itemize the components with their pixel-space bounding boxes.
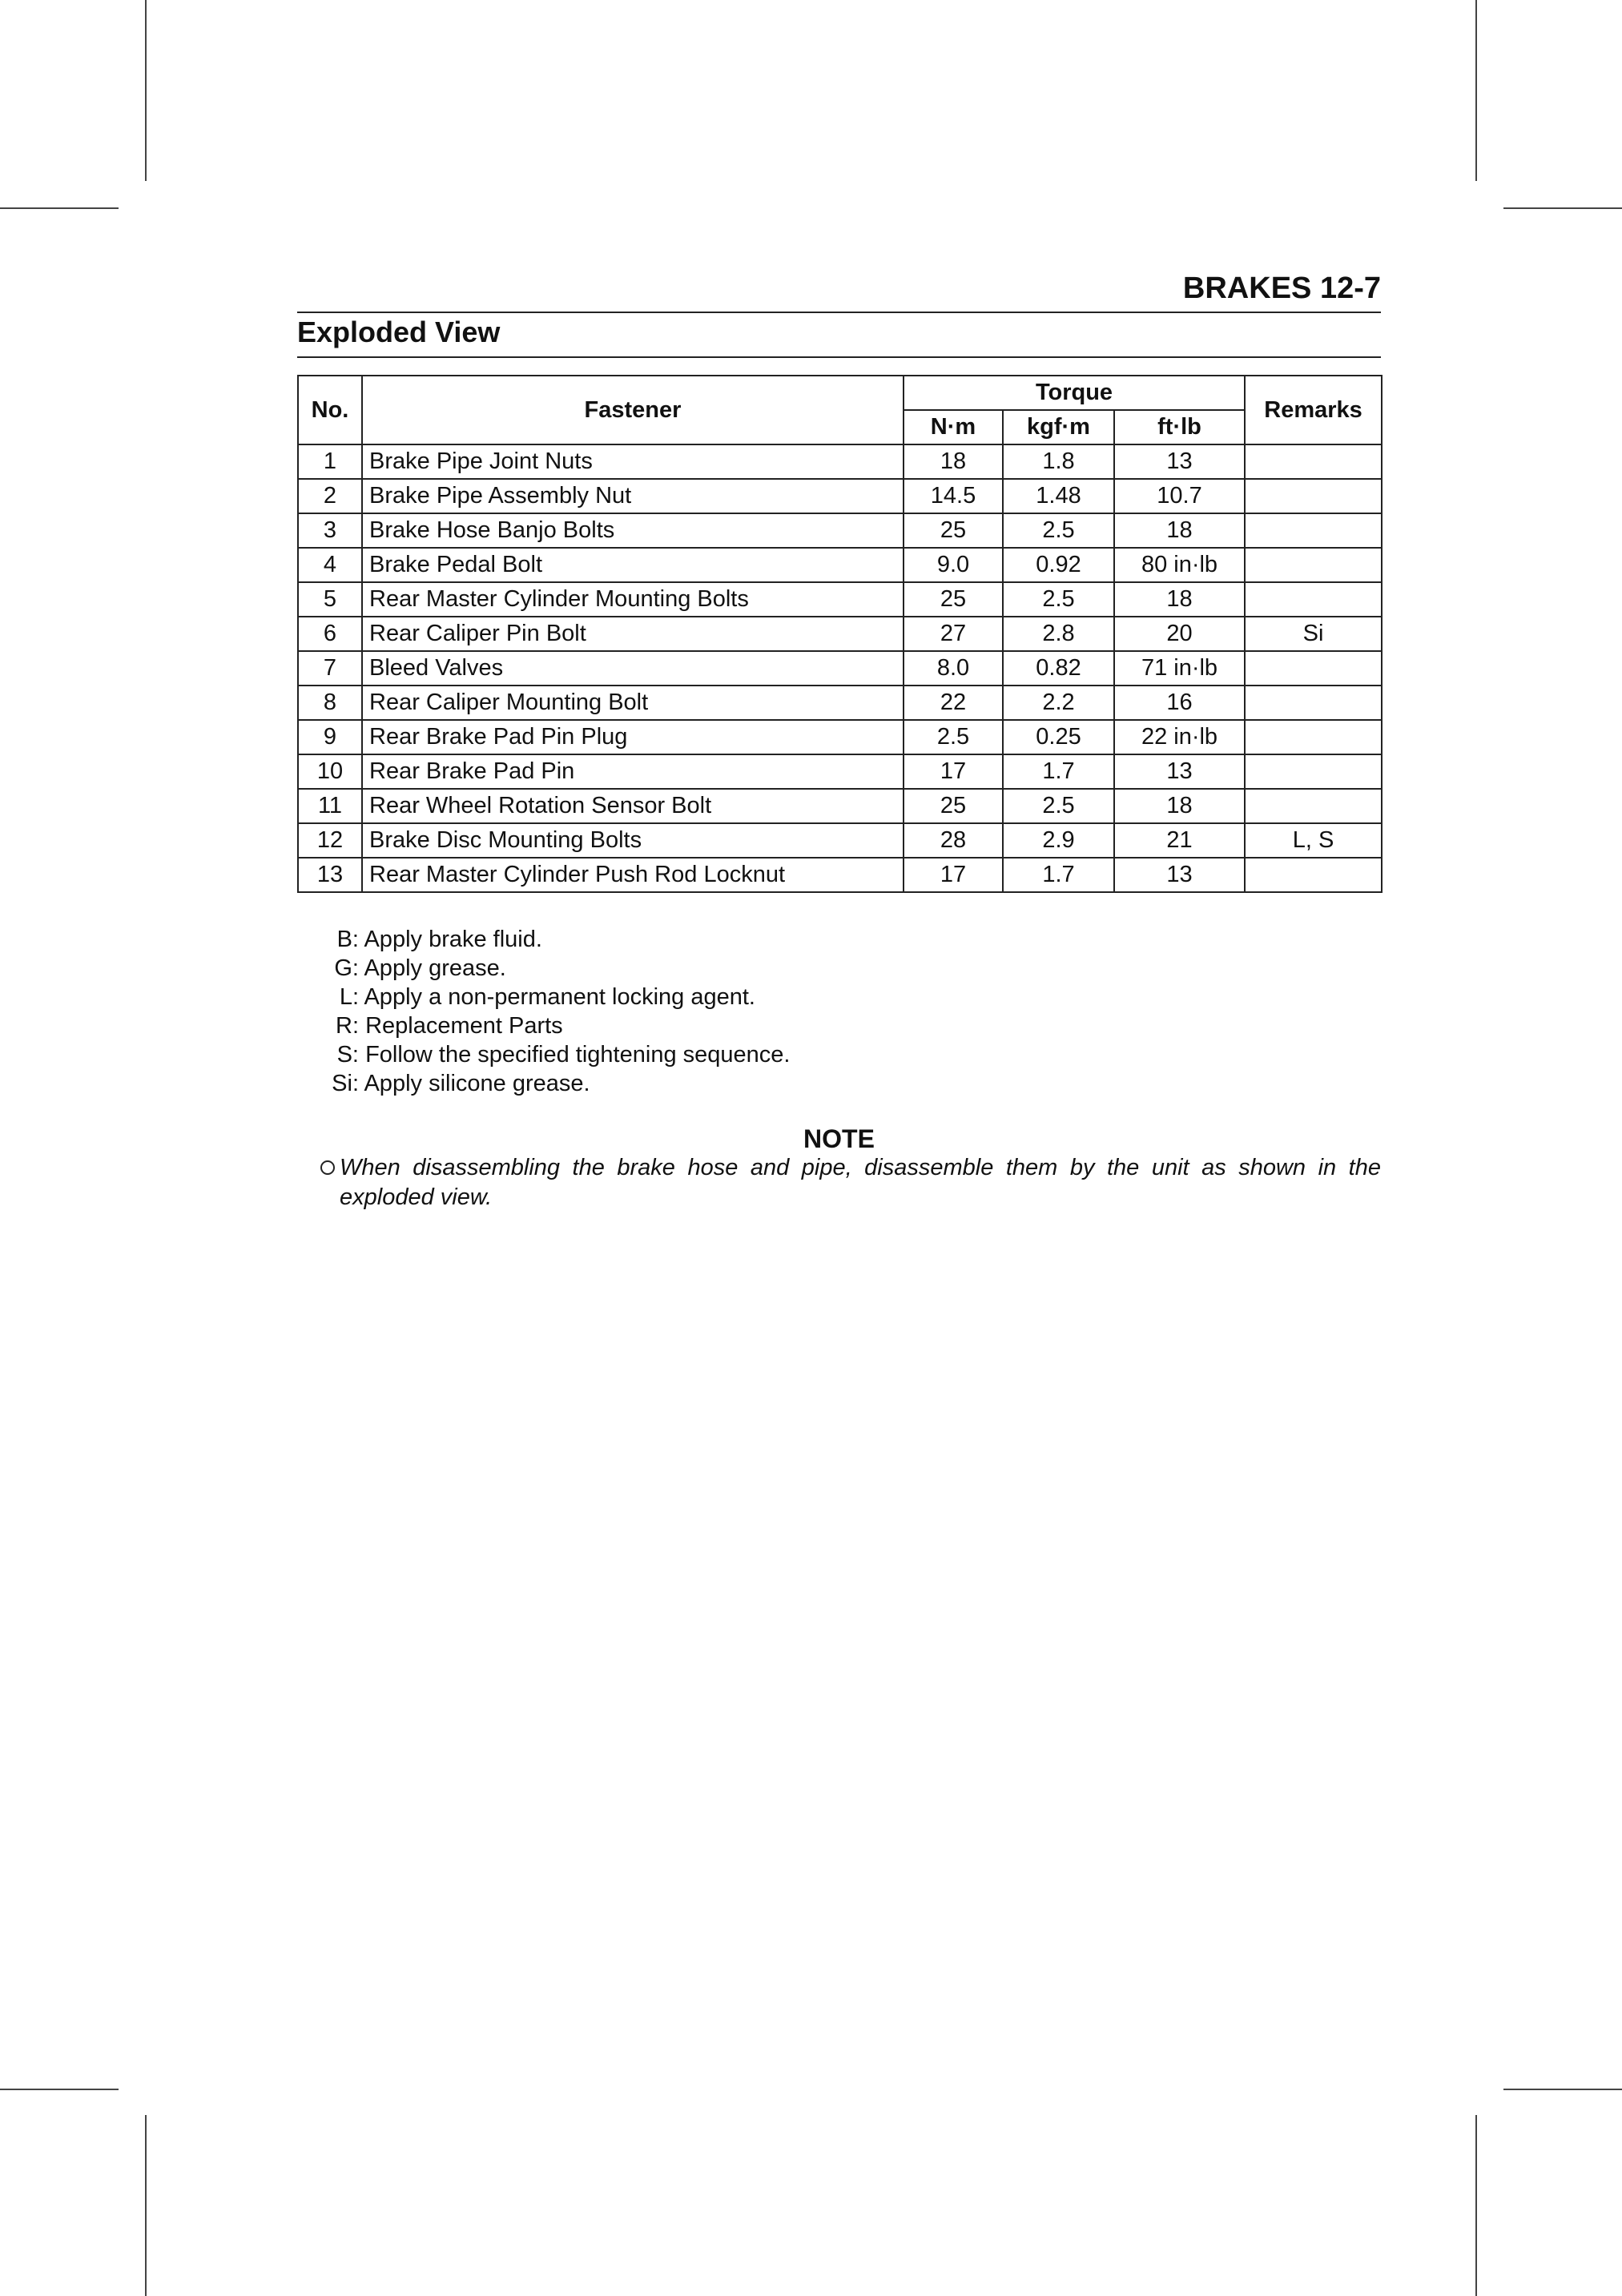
cell-torque-nm: 2.5 <box>904 720 1003 754</box>
section-title: Exploded View <box>297 316 501 348</box>
cell-torque-ftlb: 21 <box>1114 823 1245 858</box>
cell-torque-ftlb: 71 in·lb <box>1114 651 1245 686</box>
legend-text: Apply brake fluid. <box>364 927 542 952</box>
cell-torque-ftlb: 18 <box>1114 789 1245 823</box>
cell-remarks <box>1245 754 1382 789</box>
cell-torque-kgfm: 0.25 <box>1003 720 1114 754</box>
crop-mark <box>1503 207 1622 209</box>
cell-torque-nm: 25 <box>904 789 1003 823</box>
cell-torque-ftlb: 16 <box>1114 686 1245 720</box>
cell-no: 4 <box>298 548 362 582</box>
legend-item <box>324 1069 790 1098</box>
cell-torque-ftlb: 18 <box>1114 513 1245 548</box>
cell-torque-ftlb: 10.7 <box>1114 479 1245 513</box>
legend-code: G: <box>334 955 359 981</box>
table-row <box>298 686 1382 720</box>
cell-fastener: Rear Caliper Mounting Bolt <box>362 686 904 720</box>
legend-item <box>324 954 790 983</box>
cell-remarks <box>1245 444 1382 479</box>
note-body <box>320 1153 1381 1212</box>
cell-torque-kgfm: 2.8 <box>1003 617 1114 651</box>
cell-fastener: Bleed Valves <box>362 651 904 686</box>
cell-fastener: Rear Caliper Pin Bolt <box>362 617 904 651</box>
cell-torque-kgfm: 2.5 <box>1003 513 1114 548</box>
table-row <box>298 582 1382 617</box>
cell-remarks <box>1245 686 1382 720</box>
cell-no: 6 <box>298 617 362 651</box>
cell-torque-nm: 25 <box>904 582 1003 617</box>
legend-text: Apply silicone grease. <box>364 1071 590 1096</box>
cell-no: 3 <box>298 513 362 548</box>
table-row <box>298 858 1382 892</box>
note-text: When disassembling the brake hose and pipe, disassemble them by the unit as shown in the exploded view. <box>340 1155 1381 1210</box>
table-row <box>298 651 1382 686</box>
cell-torque-nm: 25 <box>904 513 1003 548</box>
cell-torque-nm: 17 <box>904 754 1003 789</box>
cell-remarks <box>1245 513 1382 548</box>
cell-fastener: Rear Brake Pad Pin <box>362 754 904 789</box>
crop-mark <box>1503 2089 1622 2090</box>
hollow-bullet-icon <box>320 1160 335 1175</box>
cell-torque-ftlb: 80 in·lb <box>1114 548 1245 582</box>
cell-torque-ftlb: 13 <box>1114 858 1245 892</box>
cell-no: 5 <box>298 582 362 617</box>
cell-fastener: Rear Master Cylinder Push Rod Locknut <box>362 858 904 892</box>
cell-torque-nm: 28 <box>904 823 1003 858</box>
cell-torque-kgfm: 2.5 <box>1003 582 1114 617</box>
legend-text: Follow the specified tightening sequence. <box>365 1042 791 1068</box>
header-fastener: Fastener <box>362 376 904 444</box>
header-remarks: Remarks <box>1245 376 1382 444</box>
cell-fastener: Brake Pedal Bolt <box>362 548 904 582</box>
table-row <box>298 444 1382 479</box>
cell-no: 7 <box>298 651 362 686</box>
cell-no: 9 <box>298 720 362 754</box>
header-torque: Torque <box>904 376 1245 410</box>
cell-fastener: Rear Master Cylinder Mounting Bolts <box>362 582 904 617</box>
legend-code: S: <box>336 1042 359 1068</box>
header-unit-kgfm: kgf·m <box>1003 410 1114 444</box>
table-row <box>298 513 1382 548</box>
table-row <box>298 823 1382 858</box>
cell-torque-kgfm: 1.7 <box>1003 858 1114 892</box>
cell-no: 2 <box>298 479 362 513</box>
legend-code: Si: <box>332 1071 359 1096</box>
legend-code: R: <box>336 1013 359 1039</box>
cell-torque-ftlb: 13 <box>1114 444 1245 479</box>
legend-text: Apply grease. <box>364 955 506 981</box>
cell-torque-nm: 9.0 <box>904 548 1003 582</box>
legend-item <box>324 983 790 1011</box>
legend-text: Replacement Parts <box>365 1013 563 1039</box>
cell-remarks <box>1245 651 1382 686</box>
table-row <box>298 720 1382 754</box>
cell-torque-nm: 27 <box>904 617 1003 651</box>
cell-remarks <box>1245 548 1382 582</box>
section-rule <box>297 356 1381 358</box>
cell-torque-kgfm: 1.7 <box>1003 754 1114 789</box>
cell-torque-nm: 17 <box>904 858 1003 892</box>
cell-remarks <box>1245 789 1382 823</box>
crop-mark <box>0 2089 119 2090</box>
cell-torque-kgfm: 2.2 <box>1003 686 1114 720</box>
header-unit-nm: N·m <box>904 410 1003 444</box>
header-no: No. <box>298 376 362 444</box>
cell-torque-ftlb: 20 <box>1114 617 1245 651</box>
header-unit-ftlb: ft·lb <box>1114 410 1245 444</box>
crop-mark <box>145 0 147 181</box>
note-heading: NOTE <box>803 1124 875 1153</box>
cell-remarks <box>1245 858 1382 892</box>
cell-no: 10 <box>298 754 362 789</box>
legend-item <box>324 1011 790 1040</box>
cell-no: 12 <box>298 823 362 858</box>
torque-table <box>297 375 1383 893</box>
cell-torque-kgfm: 2.5 <box>1003 789 1114 823</box>
cell-no: 8 <box>298 686 362 720</box>
legend-code: B: <box>336 927 359 952</box>
cell-torque-nm: 14.5 <box>904 479 1003 513</box>
cell-torque-nm: 8.0 <box>904 651 1003 686</box>
cell-torque-ftlb: 22 in·lb <box>1114 720 1245 754</box>
legend-code: L: <box>339 984 359 1010</box>
page-header: BRAKES 12-7 <box>1182 271 1381 305</box>
cell-fastener: Brake Hose Banjo Bolts <box>362 513 904 548</box>
cell-torque-kgfm: 1.8 <box>1003 444 1114 479</box>
cell-fastener: Brake Pipe Joint Nuts <box>362 444 904 479</box>
legend-text: Apply a non-permanent locking agent. <box>364 984 755 1010</box>
cell-torque-ftlb: 13 <box>1114 754 1245 789</box>
cell-torque-kgfm: 0.82 <box>1003 651 1114 686</box>
crop-mark <box>145 2115 147 2296</box>
cell-torque-kgfm: 2.9 <box>1003 823 1114 858</box>
cell-fastener: Rear Brake Pad Pin Plug <box>362 720 904 754</box>
table-row <box>298 548 1382 582</box>
table-row <box>298 754 1382 789</box>
cell-torque-ftlb: 18 <box>1114 582 1245 617</box>
legend-item <box>324 925 790 954</box>
cell-torque-kgfm: 0.92 <box>1003 548 1114 582</box>
cell-remarks <box>1245 582 1382 617</box>
cell-remarks <box>1245 720 1382 754</box>
cell-no: 11 <box>298 789 362 823</box>
crop-mark <box>1475 2115 1477 2296</box>
cell-torque-nm: 18 <box>904 444 1003 479</box>
cell-remarks: L, S <box>1245 823 1382 858</box>
cell-remarks <box>1245 479 1382 513</box>
table-row <box>298 617 1382 651</box>
table-row <box>298 479 1382 513</box>
cell-fastener: Rear Wheel Rotation Sensor Bolt <box>362 789 904 823</box>
cell-no: 13 <box>298 858 362 892</box>
cell-torque-nm: 22 <box>904 686 1003 720</box>
table-body <box>298 444 1382 892</box>
cell-fastener: Brake Pipe Assembly Nut <box>362 479 904 513</box>
table-row <box>298 789 1382 823</box>
cell-no: 1 <box>298 444 362 479</box>
crop-mark <box>1475 0 1477 181</box>
cell-fastener: Brake Disc Mounting Bolts <box>362 823 904 858</box>
remarks-legend <box>324 925 790 1098</box>
cell-remarks: Si <box>1245 617 1382 651</box>
cell-torque-kgfm: 1.48 <box>1003 479 1114 513</box>
table-header-row <box>298 376 1382 410</box>
legend-item <box>324 1040 790 1069</box>
crop-mark <box>0 207 119 209</box>
